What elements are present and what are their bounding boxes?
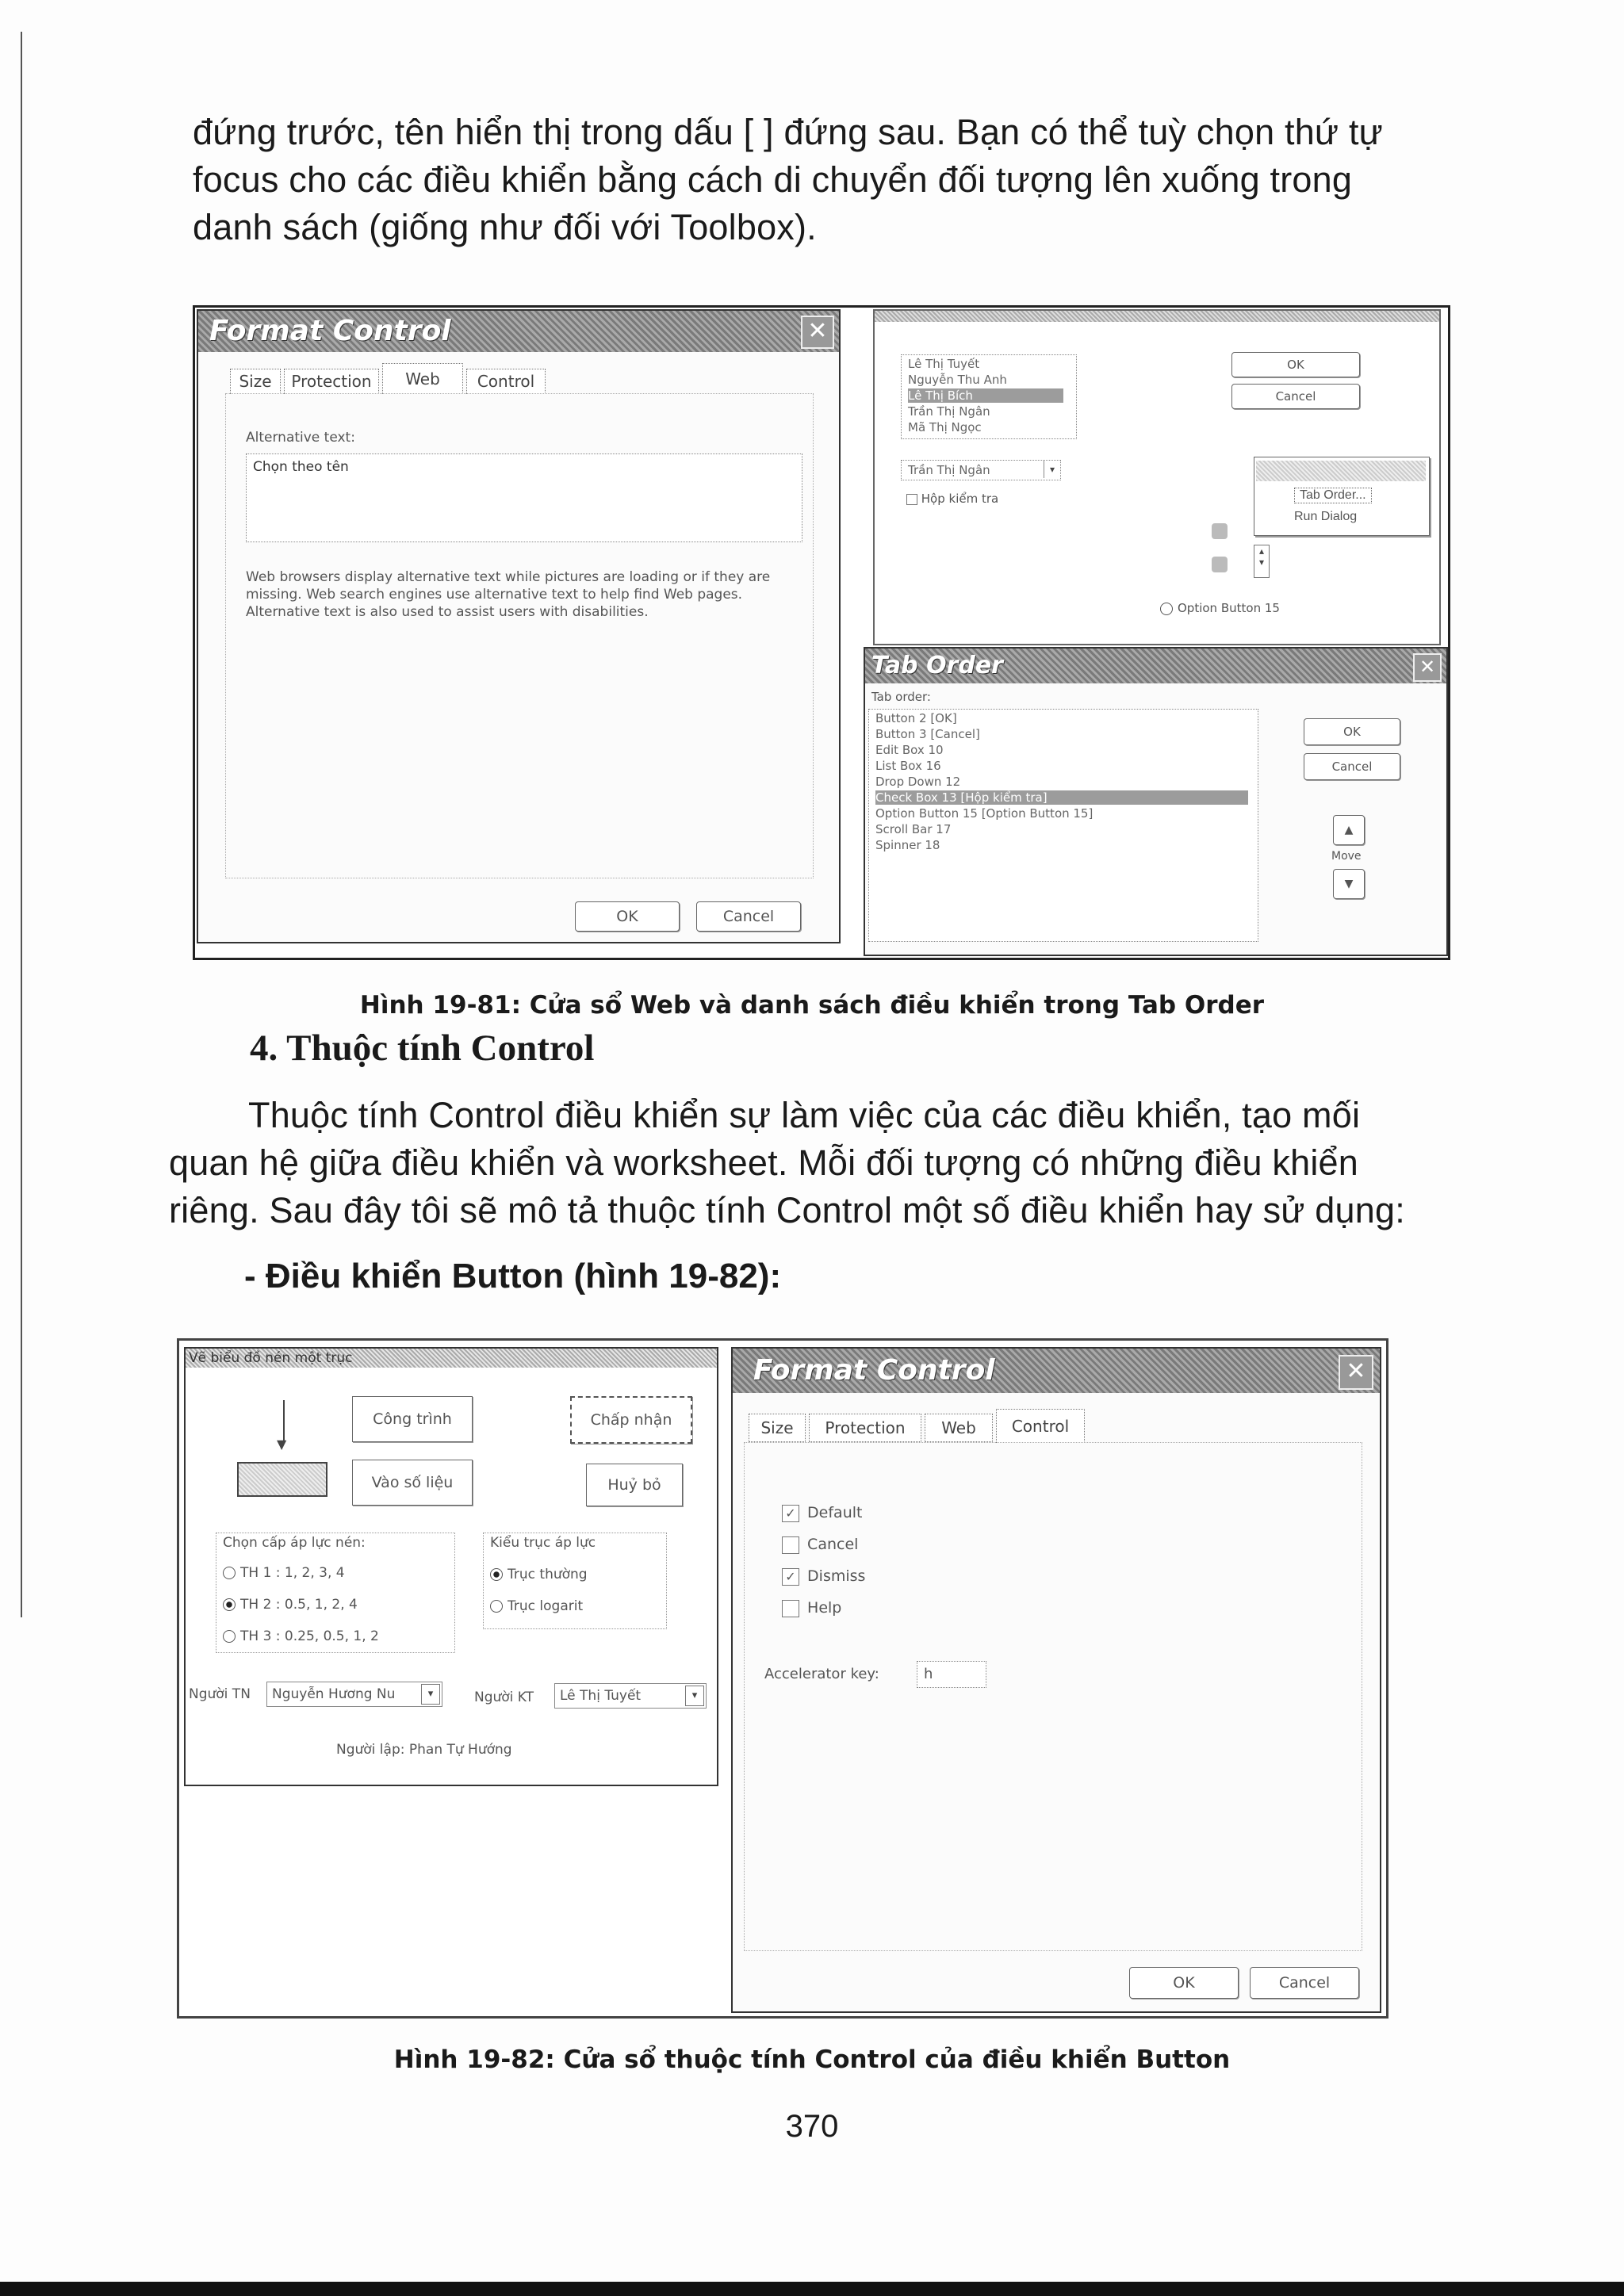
cancel-button[interactable]: Cancel (696, 901, 801, 932)
tab-order-titlebar (865, 649, 1446, 683)
list-item[interactable]: Lê Thị Bích (908, 388, 1063, 403)
radio-label: TH 2 : 0.5, 1, 2, 4 (240, 1597, 358, 1613)
radio-icon[interactable] (223, 1598, 236, 1611)
list-item[interactable]: Lê Thị Tuyết (908, 357, 980, 371)
radio-option[interactable] (223, 1597, 358, 1613)
menu-item-tab-order[interactable]: Tab Order... (1294, 488, 1372, 503)
list-item[interactable]: Mã Thị Ngọc (908, 420, 982, 434)
tab-size[interactable]: Size (230, 369, 281, 394)
radio-label: Trục logarit (508, 1598, 584, 1614)
paragraph-line: quan hệ giữa điều khiển và worksheet. Mỗi đối tượng có những điều khiển (169, 1142, 1359, 1183)
menu-item-run-dialog[interactable]: Run Dialog (1294, 510, 1358, 523)
dropdown-value: Nguyễn Hương Nu (272, 1686, 396, 1702)
radio-label: TH 3 : 0.25, 0.5, 1, 2 (240, 1628, 379, 1644)
radio-option[interactable] (490, 1567, 588, 1582)
close-icon[interactable]: ✕ (1339, 1355, 1373, 1390)
format-control-window (731, 1347, 1381, 2013)
nguoi-tn-label: Người TN (189, 1686, 251, 1702)
radio-label: Trục thường (508, 1567, 588, 1582)
check-box-label[interactable] (906, 492, 998, 506)
cancel-checkbox[interactable] (782, 1536, 799, 1554)
arrow-down-icon: ▼ (277, 1437, 287, 1452)
cancel-button[interactable]: Cancel (1250, 1967, 1359, 1999)
chart-frame (213, 1392, 356, 1503)
paragraph-line: đứng trước, tên hiển thị trong dấu [ ] đứng sau. Bạn có thể tuỳ chọn thứ tự (193, 112, 1383, 152)
context-menu (1254, 457, 1430, 536)
move-label: Move (1331, 850, 1362, 863)
toolbox-icon (1212, 557, 1228, 572)
nguoi-kt-dropdown[interactable] (554, 1683, 707, 1709)
checkbox-label: Dismiss (807, 1567, 866, 1585)
dropdown-value: Lê Thị Tuyết (560, 1688, 642, 1704)
dismiss-checkbox[interactable]: ✓ (782, 1568, 799, 1586)
axis-type-group (483, 1533, 667, 1629)
web-description: Web browsers display alternative text while pictures are loading or if they are missing. Web search engines use alternative text to help find Web pages. Alternative text is also used to assist users with disabilities. (246, 569, 771, 620)
names-listbox[interactable] (901, 354, 1077, 439)
alternative-text-label: Alternative text: (246, 430, 355, 446)
checkbox[interactable] (906, 494, 917, 505)
accelerator-key-value: h (924, 1666, 933, 1682)
paragraph-intro (193, 111, 1446, 249)
paragraph-line: Thuộc tính Control điều khiển sự làm việc của các điều khiển, tạo mối (248, 1095, 1361, 1135)
accelerator-key-label: Accelerator key: (764, 1666, 879, 1682)
list-item[interactable]: Button 3 [Cancel] (875, 727, 980, 741)
window-title: Format Control (753, 1354, 995, 1387)
tab-order-title: Tab Order (871, 652, 1003, 679)
spinner-icon: ▴ ▾ (1254, 545, 1270, 578)
alternative-text-value: Chọn theo tên (253, 459, 349, 475)
nguoi-kt-label: Người KT (474, 1689, 534, 1705)
ok-button[interactable]: OK (575, 901, 680, 932)
vao-so-lieu-button[interactable]: Vào số liệu (352, 1460, 473, 1506)
form-top-strip (875, 311, 1439, 322)
names-dropdown[interactable] (901, 460, 1061, 480)
figure-19-82 (177, 1338, 1388, 2019)
tab-order-label: Tab order: (871, 690, 931, 704)
page-number: 370 (785, 2109, 839, 2144)
tab-control[interactable]: Control (996, 1409, 1085, 1443)
tab-control[interactable]: Control (466, 369, 546, 394)
bullet-heading: - Điều khiển Button (hình 19-82): (244, 1257, 782, 1295)
checkbox-row[interactable] (782, 1536, 858, 1554)
form-title: Vẽ biểu đồ nén một trục (189, 1350, 353, 1366)
chevron-down-icon: ▾ (685, 1686, 704, 1706)
margin-rule (21, 32, 22, 1617)
chevron-down-icon: ▾ (1044, 461, 1060, 478)
default-checkbox[interactable]: ✓ (782, 1505, 799, 1522)
list-item[interactable]: Option Button 15 [Option Button 15] (875, 806, 1094, 821)
list-item[interactable]: Spinner 18 (875, 838, 940, 852)
alternative-text-input[interactable] (246, 453, 802, 542)
list-item[interactable]: Button 2 [OK] (875, 711, 957, 725)
checkbox-row[interactable] (782, 1567, 865, 1586)
checkbox-row[interactable] (782, 1504, 862, 1522)
checkbox-label: Default (807, 1504, 863, 1521)
form-titlebar (186, 1349, 717, 1368)
group-label: Kiểu trục áp lực (490, 1535, 596, 1551)
window-titlebar (198, 311, 839, 352)
list-item[interactable]: Drop Down 12 (875, 775, 961, 789)
list-item[interactable]: Edit Box 10 (875, 743, 944, 757)
scan-edge (0, 2282, 1624, 2296)
paragraph-line: danh sách (giống như đối với Toolbox). (193, 207, 817, 247)
help-checkbox[interactable] (782, 1600, 799, 1617)
sample-block (237, 1462, 327, 1497)
tab-order-cancel-button[interactable]: Cancel (1304, 753, 1400, 780)
menu-item-disabled (1256, 461, 1426, 481)
move-down-button[interactable]: ▼ (1333, 869, 1365, 899)
tab-web[interactable]: Web (382, 363, 463, 394)
option-button-text: Option Button 15 (1178, 601, 1280, 615)
paragraph-line: riêng. Sau đây tôi sẽ mô tả thuộc tính Control một số điều khiển hay sử dụng: (169, 1190, 1405, 1230)
format-control-web-window (197, 309, 841, 943)
tab-order-window (864, 647, 1448, 956)
ok-button[interactable]: OK (1129, 1967, 1239, 1999)
close-icon[interactable]: ✕ (1413, 653, 1442, 682)
radio-icon[interactable] (490, 1600, 503, 1613)
radio-label: TH 1 : 1, 2, 3, 4 (240, 1565, 345, 1581)
radio-option[interactable] (223, 1565, 345, 1581)
checkbox-row[interactable] (782, 1599, 841, 1617)
window-titlebar (733, 1349, 1380, 1393)
figure-caption: Hình 19-81: Cửa sổ Web và danh sách điều khiển trong Tab Order (359, 991, 1265, 1020)
paragraph-line: focus cho các điều khiển bằng cách di chuyển đối tượng lên xuống trong (193, 159, 1353, 200)
userform-dialog (184, 1347, 718, 1786)
radio-option[interactable] (490, 1598, 583, 1614)
toolbox-icon (1212, 523, 1228, 539)
window-title: Format Control (209, 315, 451, 347)
list-item[interactable]: Trần Thị Ngân (908, 404, 990, 419)
tab-size[interactable]: Size (749, 1414, 806, 1442)
figure-caption: Hình 19-82: Cửa sổ thuộc tính Control của điều khiển Button (393, 2045, 1231, 2074)
list-item[interactable]: List Box 16 (875, 759, 941, 773)
form-cancel-button[interactable]: Cancel (1231, 384, 1360, 409)
tab-protection[interactable]: Protection (284, 369, 379, 394)
list-item[interactable]: Scroll Bar 17 (875, 822, 952, 836)
close-icon[interactable]: ✕ (801, 316, 834, 349)
form-ok-button[interactable]: OK (1231, 352, 1360, 377)
pressure-level-group (216, 1533, 455, 1653)
radio-option[interactable] (223, 1628, 379, 1644)
list-item[interactable]: Nguyễn Thu Anh (908, 373, 1007, 387)
tab-order-ok-button[interactable]: OK (1304, 718, 1400, 745)
tab-protection[interactable]: Protection (809, 1414, 921, 1442)
cong-trinh-button[interactable]: Công trình (352, 1396, 473, 1442)
radio-icon[interactable] (223, 1630, 236, 1643)
figure-19-81 (193, 305, 1450, 960)
check-box-text: Hộp kiểm tra (921, 492, 999, 506)
tab-web[interactable]: Web (925, 1414, 993, 1442)
chevron-down-icon: ▾ (421, 1684, 440, 1705)
section-heading: 4. Thuộc tính Control (250, 1027, 595, 1069)
radio-icon[interactable] (490, 1568, 503, 1581)
move-up-button[interactable]: ▲ (1333, 815, 1365, 845)
dropdown-value: Trần Thị Ngân (908, 463, 990, 477)
chap-nhan-button[interactable]: Chấp nhận (570, 1396, 692, 1444)
accelerator-key-input[interactable] (917, 1661, 986, 1688)
checkbox-label: Cancel (807, 1536, 859, 1553)
radio-icon[interactable] (223, 1567, 236, 1579)
section-paragraph (169, 1094, 1454, 1232)
option-button-label[interactable] (1160, 601, 1280, 615)
radio-icon[interactable] (1160, 603, 1173, 615)
nguoi-lap-label: Người lập: Phan Tự Hướng (336, 1742, 512, 1758)
checkbox-label: Help (807, 1599, 842, 1617)
tab-order-listbox[interactable] (868, 709, 1258, 942)
huy-bo-button[interactable]: Huỷ bỏ (586, 1464, 683, 1506)
list-item-selected[interactable]: Check Box 13 [Hộp kiểm tra] (875, 790, 1248, 805)
group-label: Chọn cấp áp lực nén: (223, 1535, 366, 1551)
nguoi-tn-dropdown[interactable] (266, 1682, 442, 1707)
